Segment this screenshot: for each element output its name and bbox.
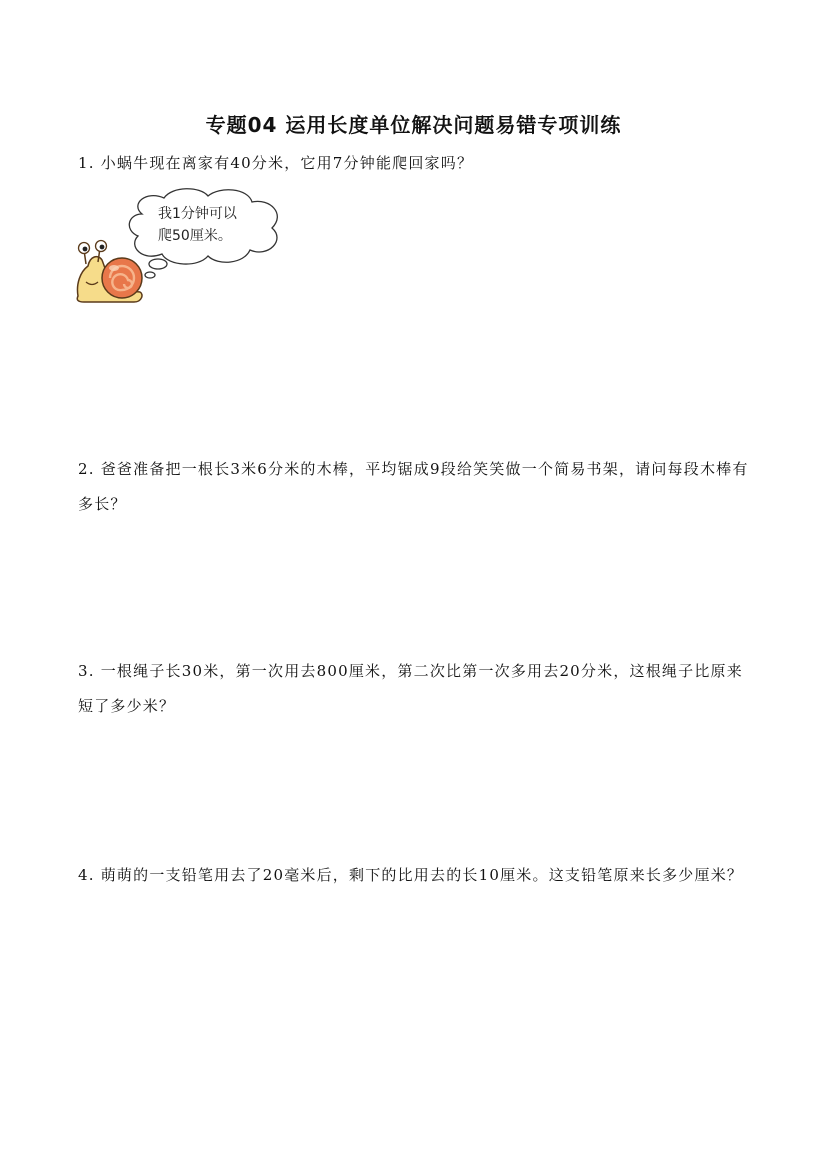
question-1: [78, 146, 754, 181]
question-number: 3.: [78, 662, 95, 680]
page-title: 专题04 运用长度单位解决问题易错专项训练: [205, 113, 622, 137]
question-text: 小蜗牛现在离家有40分米，它用7分钟能爬回家吗？: [100, 154, 474, 172]
question-text: 一根绳子长30米，第一次用去800厘米，第二次比第一次多用去20分米，这根绳子比原来短了多少米？: [78, 662, 743, 715]
question-number: 4.: [78, 866, 95, 884]
thought-bubble-text: [158, 203, 268, 247]
question-2: [78, 452, 754, 522]
question-number: 2.: [78, 460, 95, 478]
question-4: [78, 858, 754, 893]
bubble-line-1: 我1分钟可以: [158, 206, 237, 222]
question-text: 爸爸准备把一根长3米6分米的木棒，平均锯成9段给笑笑做一个简易书架，请问每段木棒有多长？: [78, 460, 749, 513]
question-number: 1.: [78, 154, 95, 172]
question-text: 萌萌的一支铅笔用去了20毫米后，剩下的比用去的长10厘米。这支铅笔原来长多少厘米？: [100, 866, 744, 884]
question-3: [78, 654, 754, 724]
bubble-line-2: 爬50厘米。: [158, 228, 232, 244]
snail-icon: [77, 241, 142, 303]
